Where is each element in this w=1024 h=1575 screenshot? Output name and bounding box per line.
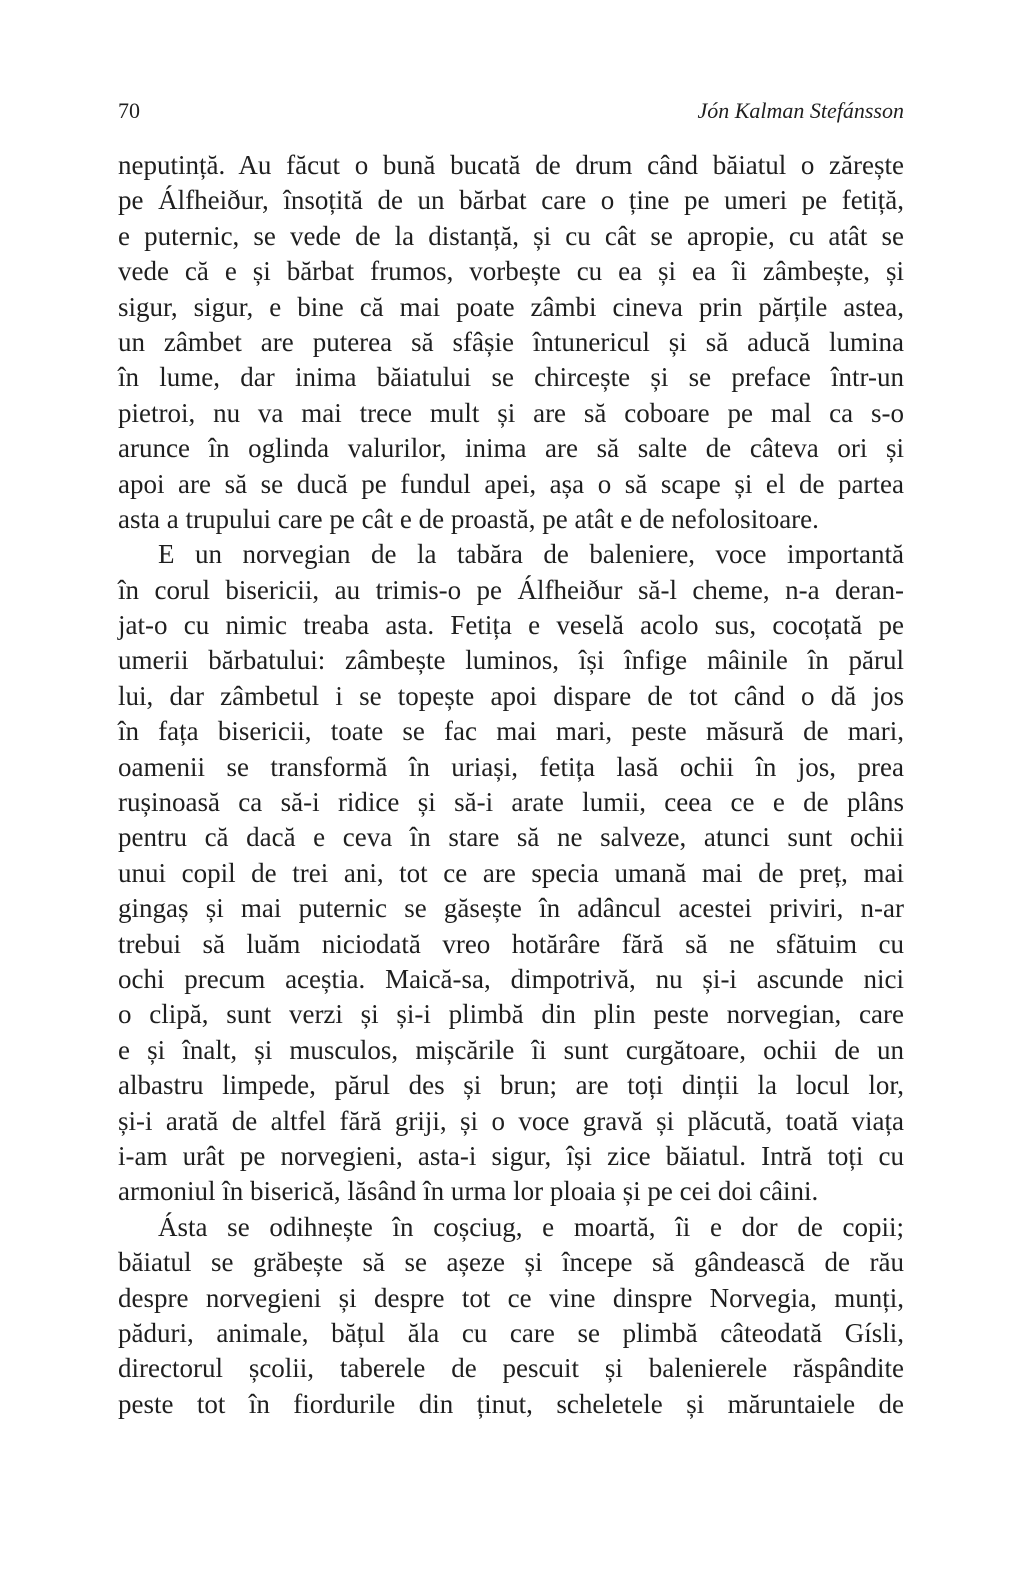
text-line: gingaș și mai puternic se găsește în adâncul acestei priviri, n-ar <box>118 893 904 924</box>
text-line: băiatul se grăbește să se așeze și începe să gândească de rău <box>118 1247 904 1278</box>
page-header <box>118 98 904 128</box>
text-line: e și înalt, și musculos, mișcările îi sunt curgătoare, ochii de un <box>118 1034 904 1065</box>
paragraph-first-line: E un norvegian de la tabăra de baleniere, voce importantă <box>158 539 904 570</box>
text-line: asta a trupului care pe cât e de proastă, pe atât e de nefolositoare. <box>118 503 819 534</box>
text-line: pentru că dacă e ceva în stare să ne salveze, atunci sunt ochii <box>118 822 904 853</box>
text-line: e puternic, se vede de la distanță, și cu cât se apropie, cu atât se <box>118 220 904 251</box>
text-line: umerii bărbatului: zâmbește luminos, își înfige mâinile în părul <box>118 645 904 676</box>
text-line: peste tot în fiordurile din ținut, scheletele și măruntaiele de <box>118 1388 904 1419</box>
text-line: în corul bisericii, au trimis-o pe Álfheiður să-l cheme, n-a deran- <box>118 574 904 605</box>
text-line: în lume, dar inima băiatului se chircește și se preface într-un <box>118 362 904 393</box>
text-line: neputință. Au făcut o bună bucată de drum când băiatul o zărește <box>118 150 904 180</box>
text-line: apoi are să se ducă pe fundul apei, așa o să scape și el de partea <box>118 468 904 499</box>
page-number: 70 <box>118 98 140 123</box>
text-line: unui copil de trei ani, tot ce are specia umană mai de preț, mai <box>118 857 904 888</box>
text-line: o clipă, sunt verzi și și-i plimbă din plin peste norvegian, care <box>118 999 904 1030</box>
text-line: ochi precum aceștia. Maică-sa, dimpotrivă, nu și-i ascunde nici <box>118 963 904 994</box>
text-line: rușinoasă ca să-i ridice și să-i arate lumii, ceea ce e de plâns <box>118 787 904 818</box>
text-line: pe Álfheiður, însoțită de un bărbat care o ține pe umeri pe fetiță, <box>118 185 904 216</box>
text-line: arunce în oglinda valurilor, inima are să salte de câteva ori și <box>118 433 904 464</box>
text-line: armoniul în biserică, lăsând în urma lor ploaia și pe cei doi câini. <box>118 1176 819 1207</box>
running-head-author: Jón Kalman Stefánsson <box>697 98 904 123</box>
text-line: pietroi, nu va mai trece mult și are să coboare pe mal ca s-o <box>118 397 904 428</box>
text-line: jat-o cu nimic treaba asta. Fetița e veselă acolo sus, cocoțată pe <box>118 610 904 641</box>
text-line: despre norvegieni și despre tot ce vine dinspre Norvegia, munți, <box>118 1282 904 1313</box>
text-line: i-am urât pe norvegieni, asta-i sigur, își zice băiatul. Intră toți cu <box>118 1140 904 1171</box>
text-line: directorul școlii, taberele de pescuit și balenierele răspândite <box>118 1353 904 1384</box>
paragraph-first-line: Ásta se odihnește în coșciug, e moartă, îi e dor de copii; <box>158 1211 904 1242</box>
text-line: sigur, sigur, e bine că mai poate zâmbi cineva prin părțile astea, <box>118 291 904 322</box>
text-line: albastru limpede, părul des și brun; are toți dinții la locul lor, <box>118 1070 904 1101</box>
text-line: și-i arată de altfel fără griji, și o voce gravă și plăcută, toată viața <box>118 1105 904 1136</box>
text-line: trebui să luăm niciodată vreo hotărâre fără să ne sfătuim cu <box>118 928 904 959</box>
text-line: oamenii se transformă în uriași, fetița lasă ochii în jos, prea <box>118 751 904 782</box>
text-line: vede că e și bărbat frumos, vorbește cu ea și ea îi zâmbește, și <box>118 256 904 287</box>
body-text <box>118 148 904 1422</box>
text-line: în fața bisericii, toate se fac mai mari, peste măsură de mari, <box>118 716 904 747</box>
text-line: păduri, animale, bățul ăla cu care se plimbă câteodată Gísli, <box>118 1317 904 1348</box>
text-line: un zâmbet are puterea să sfâșie întunericul și să aducă lumina <box>118 326 904 357</box>
book-page <box>118 0 904 1575</box>
text-line: lui, dar zâmbetul i se topește apoi dispare de tot când o dă jos <box>118 680 904 711</box>
